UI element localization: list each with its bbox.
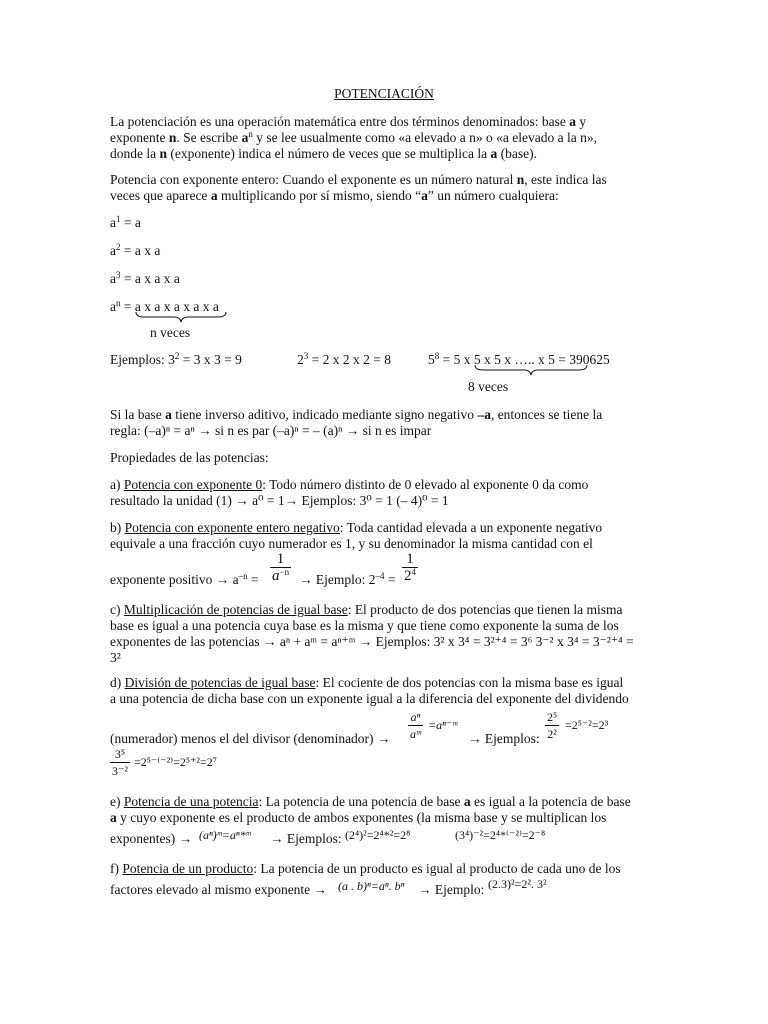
prop-f-ejemplo: → Ejemplo: xyxy=(418,882,485,897)
example-2: $2^3 = 2$ x 2 x 2 = 8 xyxy=(297,351,391,367)
prop-e-line-3a: exponentes) → xyxy=(110,831,193,846)
n-veces-brace xyxy=(134,310,228,324)
prop-b-line-3a: exponente positivo → $a^{-n}$ = xyxy=(110,571,259,587)
prop-d-line-3: (numerador) menos el del divisor (denominador) → xyxy=(110,731,391,746)
propiedades-heading: Propiedades de las potencias: xyxy=(110,450,269,465)
page-title: POTENCIACIÓN xyxy=(334,86,434,101)
power-2: $a^2 = a$ x a xyxy=(110,242,161,258)
inverso-line-2: regla: (–a)ⁿ = aⁿ → si n es par (–a)ⁿ = – (a)ⁿ → si n es impar xyxy=(110,423,432,438)
8-veces-label: 8 veces xyxy=(468,379,509,394)
prop-d-ejemplos: → Ejemplos: xyxy=(468,731,540,746)
prop-a-line-2: resultado la unidad (1) → a⁰ = 1→ Ejemplos: 3⁰ = 1 (– 4)⁰ = 1 xyxy=(110,493,449,508)
fraction-1-over-2-4: $\frac{1}{2^4}$ xyxy=(404,551,416,584)
entero-line-2: veces que aparece a multiplicando por sí mismo, siendo “a” un número cualquiera: xyxy=(110,188,559,203)
prop-e-line-1: e) Potencia de una potencia: La potencia de una potencia de base a es igual a la potencia de base xyxy=(110,794,631,809)
entero-line-1: Potencia con exponente entero: Cuando el exponente es un número natural n, este indica las xyxy=(110,172,607,187)
inverso-line-1: Si la base a tiene inverso aditivo, indicado mediante signo negativo –a, entonces se tiene la xyxy=(110,407,603,422)
power-3: $a^3 = a$ x a x a xyxy=(110,270,180,286)
power-n: $a^n = a$ x a x a x a x a xyxy=(110,298,219,314)
fraction-an-over-am-result: =aⁿ⁻ᵐ xyxy=(428,718,458,732)
prop-e-ejemplos: → Ejemplos: xyxy=(270,831,342,846)
power-of-power-example-2: (3⁴)⁻²=2⁴*⁽⁻²⁾=2⁻⁸ xyxy=(455,828,546,842)
power-of-product-example: (2.3)²=2². 3² xyxy=(488,877,547,891)
fraction-2-5-over-2-2: $\frac{\text{2⁵}}{\text{2²}}$ xyxy=(547,710,558,741)
n-veces-label: n veces xyxy=(150,325,191,340)
power-of-product-formula: (a . b)ⁿ=aⁿ. bⁿ xyxy=(338,879,405,893)
prop-c-line-3: exponentes de las potencias → aⁿ + aᵐ = aⁿ⁺ᵐ → Ejemplos: 3² x 3⁴ = 3²⁺⁴ = 3⁶ 3⁻² x 3⁴ = 3⁻²⁺⁴ = xyxy=(110,634,634,649)
prop-d-line-2: a una potencia de dicha base con un exponente igual a la diferencia del exponente del dividendo xyxy=(110,691,629,706)
prop-f-line-2a: factores elevado al mismo exponente → xyxy=(110,882,328,897)
prop-c-line-2: base es igual a una potencia cuya base es la misma y que tiene como exponente la suma de los xyxy=(110,618,619,633)
example-1: Ejemplos: $3^2 = 3$ x 3 = 9 xyxy=(110,351,242,367)
power-1: $a^1 = a$ xyxy=(110,214,141,230)
fraction-an-over-am: $\frac{\text{aⁿ}}{\text{aᵐ}}$ xyxy=(410,710,422,741)
prop-b-line-1: b) Potencia con exponente entero negativo: Toda cantidad elevada a un exponente negativo xyxy=(110,520,603,535)
fraction-3-5-over-3-neg2: $\frac{\text{3⁵}}{\text{3⁻²}}$ xyxy=(112,747,128,778)
fraction-1-over-a-neg-n: $\frac{1}{a^{-n}}$ xyxy=(272,551,290,584)
fraction-2-5-over-2-2-result: =2⁵⁻²=2³ xyxy=(565,718,609,732)
prop-f-line-1: f) Potencia de un producto: La potencia de un producto es igual al producto de cada uno de los xyxy=(110,861,621,876)
example-3: $5^8 = 5$ x 5 x 5 x ….. x 5 = 390625 xyxy=(428,351,610,367)
prop-c-line-1: c) Multiplicación de potencias de igual base: El producto de dos potencias que tienen la misma xyxy=(110,602,623,617)
power-of-power-example-1: (2⁴)²=2⁴*²=2⁸ xyxy=(345,828,411,842)
intro-line-3: donde la n (exponente) indica el número de veces que se multiplica la a (base). xyxy=(110,146,537,161)
prop-d-line-1: d) División de potencias de igual base: El cociente de dos potencias con la misma base es igual xyxy=(110,675,624,690)
intro-line-1: La potenciación es una operación matemática entre dos términos denominados: base a y xyxy=(110,114,587,129)
fraction-3-5-over-3-neg2-result: =2⁵⁻⁽⁻²⁾=2⁵⁺²=2⁷ xyxy=(134,755,217,769)
prop-b-line-3b: → Ejemplo: $2^{-4}$ = xyxy=(299,571,396,587)
prop-a-line-1: a) Potencia con exponente 0: Todo número distinto de 0 elevado al exponente 0 da como xyxy=(110,477,589,492)
power-of-power-formula: (aⁿ)ᵐ=aⁿ*ᵐ xyxy=(199,828,251,842)
prop-b-line-2: equivale a una fracción cuyo numerador es 1, y su denominador la misma cantidad con el xyxy=(110,536,593,551)
intro-line-2: exponente n. Se escribe $a^n$ y se lee usualmente como «a elevado a n» o «a elevado a la n», xyxy=(110,129,597,145)
8-veces-brace xyxy=(473,363,589,377)
prop-c-line-4: 3² xyxy=(110,650,121,665)
prop-e-line-2: a y cuyo exponente es el producto de ambos exponentes (la misma base y se multiplican los xyxy=(110,810,607,825)
